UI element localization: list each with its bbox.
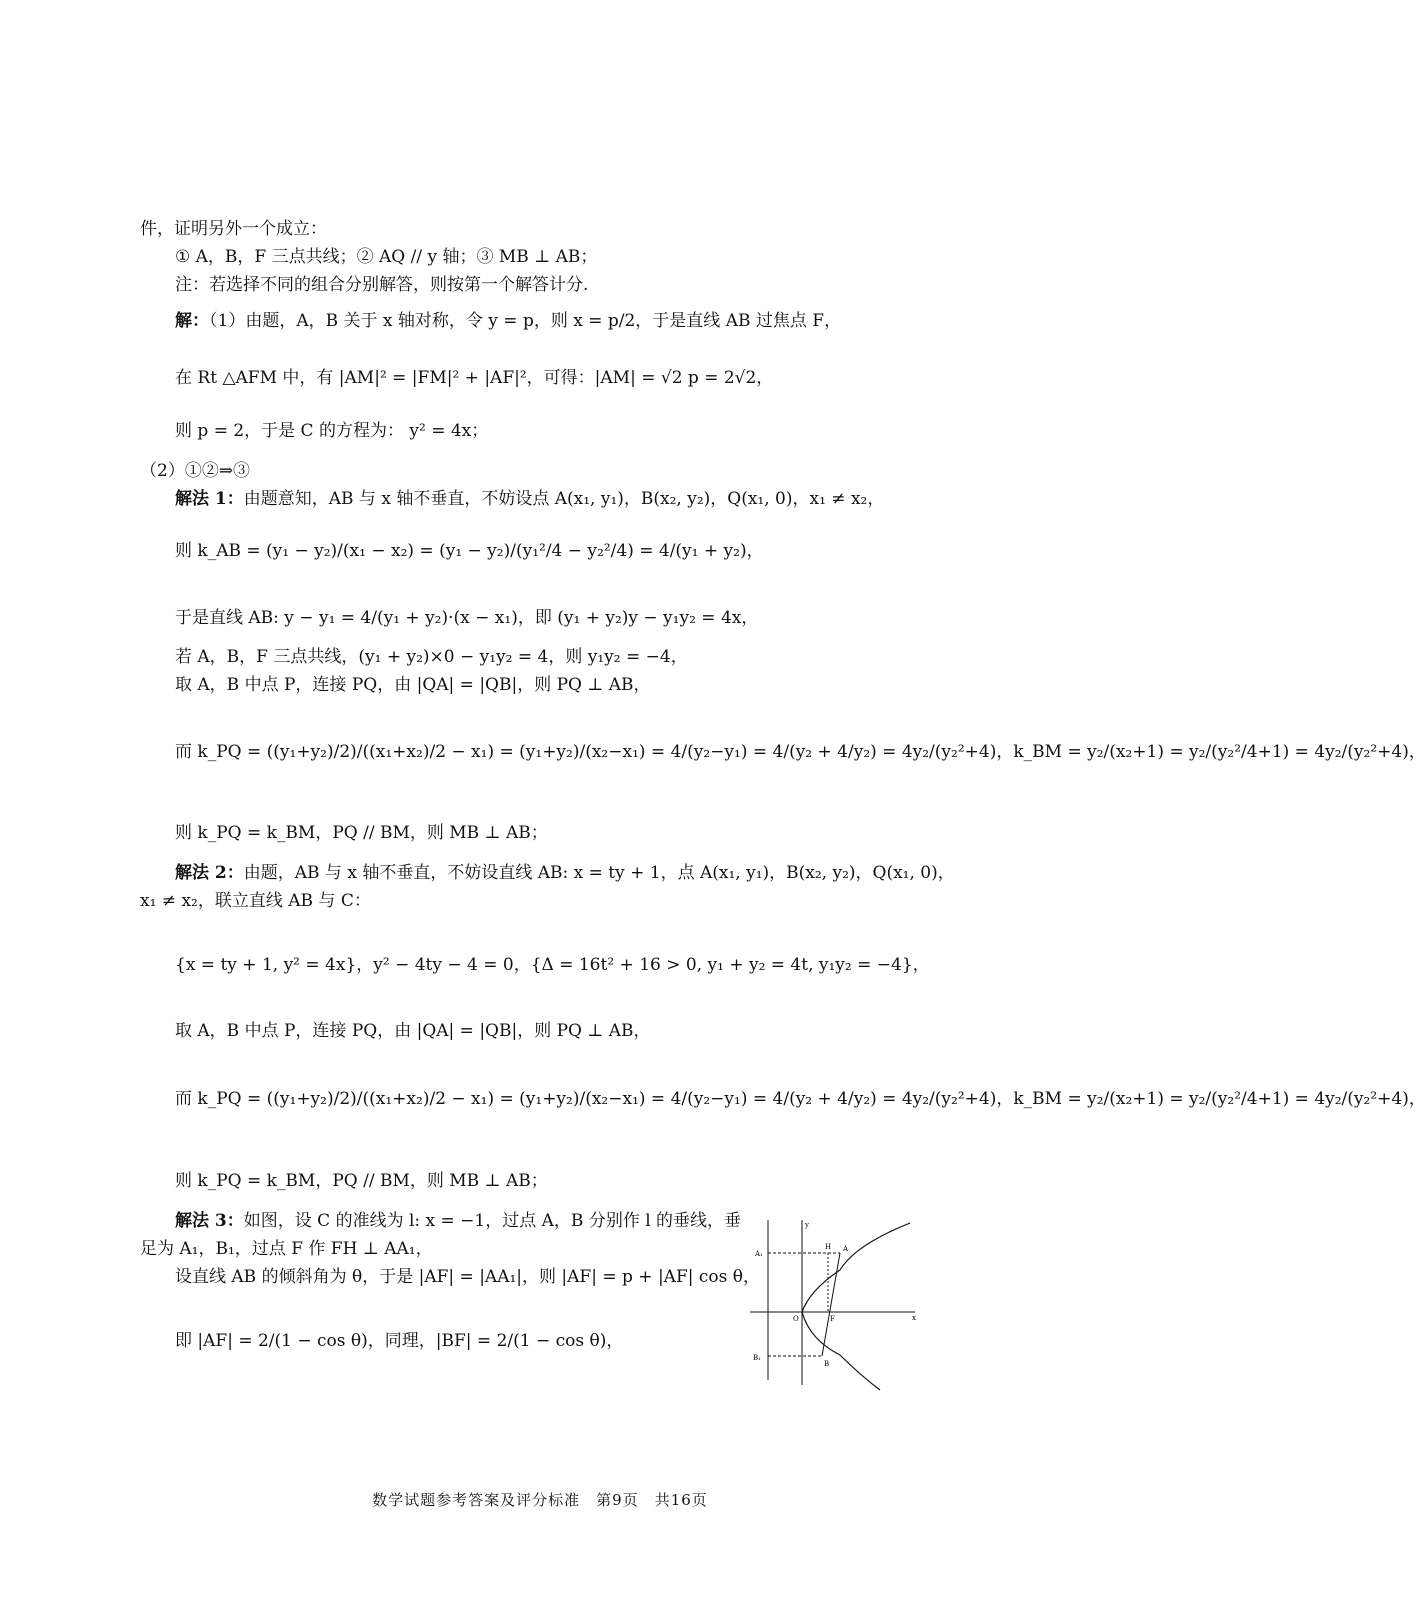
part1-label: 解： <box>175 311 209 331</box>
label-a1: A₁ <box>755 1250 763 1258</box>
part1-line-3: 则 p = 2，于是 C 的方程为： y² = 4x； <box>175 421 489 441</box>
m2-system: {x = ty + 1, y² = 4x}，y² − 4ty − 4 = 0，{Δ = 16t² + 16 > 0, y₁ + y₂ = 4t, y₁y₂ = −4}， <box>175 955 930 975</box>
m3-line-3: 设直线 AB 的倾斜角为 θ，于是 |AF| = |AA₁|，则 |AF| = p + |AF| cos θ， <box>175 1267 760 1287</box>
intro-note: 注：若选择不同的组合分别解答，则按第一个解答计分. <box>175 275 589 295</box>
label-y: y <box>805 1221 809 1229</box>
m1-collinear: 若 A，B，F 三点共线，(y₁ + y₂)×0 − y₁y₂ = 4，则 y₁y₂ = −4， <box>175 647 688 667</box>
m1-conclusion: 则 k_PQ = k_BM，PQ // BM，则 MB ⊥ AB； <box>175 823 548 843</box>
part1-line-2: 在 Rt △AFM 中，有 |AM|² = |FM|² + |AF|²，可得：|AM| = √2 p = 2√2， <box>175 368 774 388</box>
label-x: x <box>912 1314 916 1322</box>
m1-line-1 <box>175 488 884 510</box>
m2-conclusion: 则 k_PQ = k_BM，PQ // BM，则 MB ⊥ AB； <box>175 1171 548 1191</box>
m2-line-2: x₁ ≠ x₂，联立直线 AB 与 C： <box>140 891 371 911</box>
label-o: O <box>793 1315 799 1323</box>
page-footer: 数学试题参考答案及评分标准 第9页 共16页 <box>372 1491 708 1509</box>
m3-label: 解法 3： <box>175 1211 244 1231</box>
part1-line-1 <box>175 310 841 332</box>
parabola-figure <box>750 1215 920 1390</box>
label-h: H <box>825 1243 832 1251</box>
m1-slope-pq: 而 k_PQ = ((y₁+y₂)/2)/((x₁+x₂)/2 − x₁) = (y₁+y₂)/(x₂−x₁) = 4/(y₂−y₁) = 4/(y₂ + 4/y₂) = 4y₂/(y₂²+4)，k_BM = y₂/(x₂+1) = y₂/(y₂²/4+1) = 4y₂/(y₂²+4)， <box>175 742 1426 762</box>
intro-conditions: ① A，B，F 三点共线；② AQ // y 轴；③ MB ⊥ AB； <box>175 247 598 267</box>
ab-line <box>822 1253 840 1356</box>
label-b1: B₁ <box>753 1354 761 1362</box>
m2-label: 解法 2： <box>175 863 244 883</box>
m1-text-1: 由题意知，AB 与 x 轴不垂直，不妨设点 A(x₁, y₁)，B(x₂, y₂)，Q(x₁, 0)，x₁ ≠ x₂， <box>243 489 885 509</box>
m2-slope-pq: 而 k_PQ = ((y₁+y₂)/2)/((x₁+x₂)/2 − x₁) = (y₁+y₂)/(x₂−x₁) = 4/(y₂−y₁) = 4/(y₂ + 4/y₂) = 4y₂/(y₂²+4)，k_BM = y₂/(x₂+1) = y₂/(y₂²/4+1) = 4y₂/(y₂²+4)， <box>175 1089 1426 1109</box>
label-a: A <box>843 1245 849 1253</box>
label-b: B <box>824 1360 830 1368</box>
m3-line-1 <box>175 1210 741 1232</box>
m1-line-ab: 于是直线 AB: y − y₁ = 4/(y₁ + y₂)·(x − x₁)，即 (y₁ + y₂)y − y₁y₂ = 4x， <box>175 608 759 628</box>
label-f: F <box>830 1315 835 1323</box>
part2-header: （2）①②⇒③ <box>140 461 251 481</box>
m2-line-1 <box>175 862 955 884</box>
part1-text-1: （1）由题，A，B 关于 x 轴对称，令 y = p，则 x = p/2，于是直线 AB 过焦点 F， <box>209 311 842 331</box>
m3-text-1: 如图，设 C 的准线为 l: x = −1，过点 A，B 分别作 l 的垂线，垂 <box>243 1211 742 1231</box>
parabola-curve <box>802 1223 910 1390</box>
m3-line-2: 足为 A₁，B₁，过点 F 作 FH ⊥ AA₁， <box>140 1239 433 1259</box>
intro-line-1: 件，证明另外一个成立： <box>140 219 327 239</box>
m1-midpoint: 取 A，B 中点 P，连接 PQ，由 |QA| = |QB|，则 PQ ⊥ AB， <box>175 675 651 695</box>
m1-label: 解法 1： <box>175 489 244 509</box>
m2-text-1: 由题，AB 与 x 轴不垂直，不妨设直线 AB: x = ty + 1，点 A(x₁, y₁)，B(x₂, y₂)，Q(x₁, 0)， <box>243 863 955 883</box>
m3-line-4: 即 |AF| = 2/(1 − cos θ)，同理，|BF| = 2/(1 − cos θ)， <box>175 1331 624 1351</box>
m2-midpoint: 取 A，B 中点 P，连接 PQ，由 |QA| = |QB|，则 PQ ⊥ AB， <box>175 1021 651 1041</box>
m1-slope-ab: 则 k_AB = (y₁ − y₂)/(x₁ − x₂) = (y₁ − y₂)/(y₁²/4 − y₂²/4) = 4/(y₁ + y₂)， <box>175 541 764 561</box>
